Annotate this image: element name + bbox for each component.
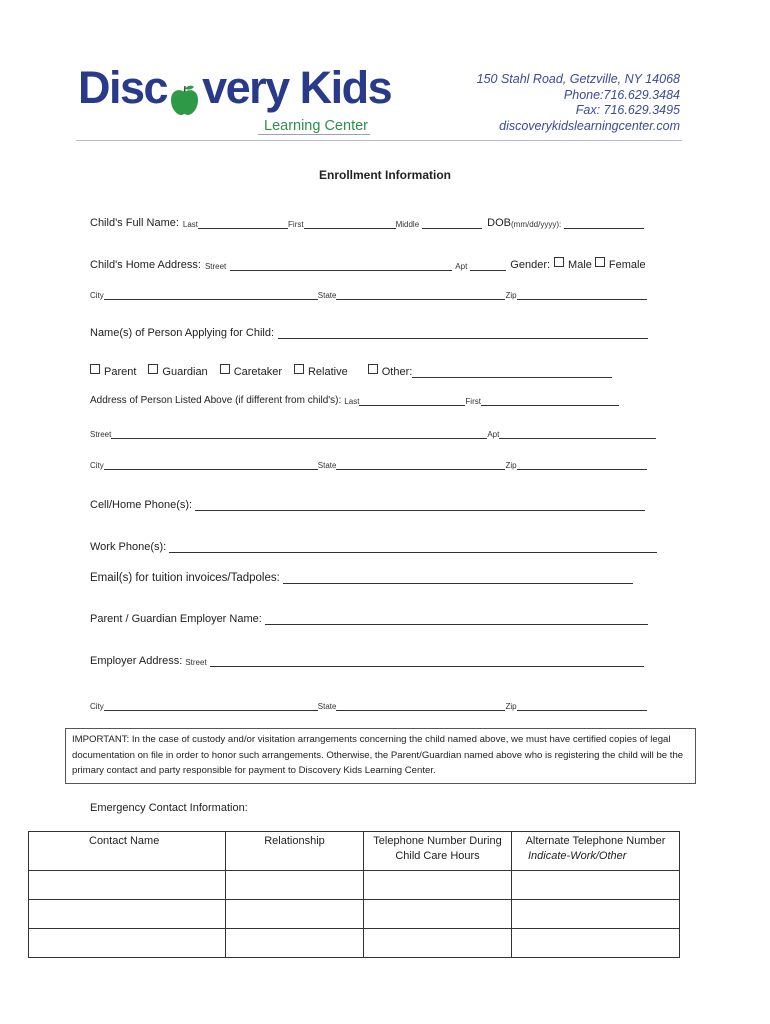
employer-zip-field[interactable]: [517, 700, 647, 711]
child-state-field[interactable]: [336, 289, 505, 300]
relationship-cell[interactable]: [226, 900, 364, 929]
table-header-row: [29, 832, 680, 871]
phone-line: Phone:716.629.3484: [563, 87, 680, 102]
applicant-last-field[interactable]: [359, 395, 465, 406]
work-phone-row: [90, 541, 657, 553]
applicant-street-row: [90, 428, 656, 439]
col-telephone: [364, 832, 512, 871]
applicant-last-label: Last: [344, 397, 360, 406]
applicant-city-label: City: [90, 461, 104, 470]
address-line: 150 Stahl Road, Getzville, NY 14068: [476, 72, 680, 86]
website-link[interactable]: discoverykidslearningcenter.com: [499, 118, 680, 133]
email-label: Email(s) for tuition invoices/Tadpoles:: [90, 572, 280, 584]
employer-city-row: [90, 700, 647, 711]
state-label: State: [317, 291, 337, 300]
first-label: First: [288, 220, 304, 229]
guardian-label: Guardian: [162, 366, 208, 378]
logo: [78, 62, 391, 114]
dob-format: (mm/dd/yyyy):: [511, 220, 562, 229]
col-contact-name: Contact Name: [29, 832, 226, 871]
employer-city-field[interactable]: [104, 700, 318, 711]
child-city-row: [90, 289, 647, 300]
col-alternate-line1: Alternate Telephone Number: [525, 835, 666, 847]
child-name-row: [90, 217, 644, 229]
cell-home-row: [90, 499, 645, 511]
other-field[interactable]: [412, 367, 612, 378]
telephone-cell[interactable]: [364, 929, 512, 958]
applicant-city-field[interactable]: [104, 459, 318, 470]
applicant-apt-label: Apt: [487, 430, 500, 439]
telephone-cell[interactable]: [364, 871, 512, 900]
applicant-state-field[interactable]: [336, 459, 505, 470]
alternate-cell[interactable]: [512, 871, 680, 900]
other-checkbox[interactable]: [368, 360, 382, 378]
female-checkbox[interactable]: [595, 253, 609, 271]
last-label: Last: [182, 220, 199, 229]
table-row: [29, 871, 680, 900]
contact-block: [477, 72, 680, 134]
female-label: Female: [608, 259, 646, 271]
work-phone-field[interactable]: [169, 542, 657, 553]
header-divider: [76, 140, 682, 141]
fax-line: Fax: 716.629.3495: [575, 103, 680, 117]
applicant-city-row: [90, 459, 647, 470]
child-address-row: [90, 253, 646, 271]
logo-subtitle: Learning Center: [264, 118, 368, 134]
other-label: Other:: [381, 366, 413, 378]
contact-name-cell[interactable]: [29, 900, 226, 929]
city-label: City: [90, 291, 104, 300]
child-street-field[interactable]: [230, 260, 452, 271]
relationship-cell[interactable]: [226, 871, 364, 900]
parent-checkbox[interactable]: [90, 360, 104, 378]
applicant-street-label: Street: [90, 430, 112, 439]
applicant-address-label: Address of Person Listed Above (if different from child's):: [90, 395, 342, 406]
email-field[interactable]: [283, 573, 633, 584]
applicant-street-field[interactable]: [111, 428, 487, 439]
col-telephone-line1: Telephone Number During: [373, 835, 502, 847]
caretaker-checkbox[interactable]: [220, 360, 234, 378]
street-label: Street: [204, 262, 227, 271]
work-phone-label: Work Phone(s):: [90, 541, 167, 553]
employer-city-label: City: [90, 702, 104, 711]
applicant-names-field[interactable]: [278, 328, 648, 339]
employer-name-field[interactable]: [265, 614, 648, 625]
child-address-label: Child's Home Address:: [90, 259, 201, 271]
child-last-name-field[interactable]: [198, 218, 288, 229]
col-alternate-line2: Indicate-Work/Other: [528, 850, 627, 862]
apt-label: Apt: [455, 262, 468, 271]
apple-icon: [168, 76, 201, 109]
relationship-row: [90, 360, 612, 378]
alternate-cell[interactable]: [512, 929, 680, 958]
applicant-zip-label: Zip: [505, 461, 517, 470]
email-row: [90, 572, 633, 584]
caretaker-label: Caretaker: [233, 366, 282, 378]
employer-zip-label: Zip: [505, 702, 517, 711]
employer-street-field[interactable]: [210, 656, 644, 667]
parent-label: Parent: [104, 366, 137, 378]
middle-label: Middle: [395, 220, 420, 229]
gender-label: Gender:: [510, 259, 551, 271]
male-label: Male: [568, 259, 592, 271]
dob-label: DOB: [487, 217, 512, 229]
cell-home-field[interactable]: [195, 500, 645, 511]
applicant-names-row: [90, 327, 648, 339]
guardian-checkbox[interactable]: [148, 360, 162, 378]
table-row: [29, 900, 680, 929]
applicant-apt-field[interactable]: [499, 428, 656, 439]
child-name-label: Child's Full Name:: [90, 217, 179, 229]
cell-home-label: Cell/Home Phone(s):: [90, 499, 193, 511]
col-relationship: Relationship: [226, 832, 364, 871]
child-first-name-field[interactable]: [304, 218, 396, 229]
emergency-contacts-table: [28, 831, 680, 958]
page-title: Enrollment Information: [319, 168, 451, 182]
alternate-cell[interactable]: [512, 900, 680, 929]
child-city-field[interactable]: [104, 289, 318, 300]
child-apt-field[interactable]: [470, 260, 506, 271]
relationship-cell[interactable]: [226, 929, 364, 958]
contact-name-cell[interactable]: [29, 871, 226, 900]
employer-name-label: Parent / Guardian Employer Name:: [90, 613, 262, 625]
applicant-address-row: [90, 395, 619, 406]
zip-label: Zip: [505, 291, 517, 300]
child-middle-name-field[interactable]: [422, 218, 482, 229]
employer-address-row: [90, 655, 644, 667]
employer-name-row: [90, 613, 648, 625]
male-checkbox[interactable]: [554, 253, 568, 271]
logo-text-left: Disc: [78, 62, 168, 113]
employer-state-field[interactable]: [336, 700, 505, 711]
contact-name-cell[interactable]: [29, 929, 226, 958]
employer-street-label: Street: [185, 658, 207, 667]
logo-text-right: very Kids: [202, 62, 392, 113]
applicant-first-field[interactable]: [481, 395, 619, 406]
applicant-state-label: State: [317, 461, 337, 470]
relative-label: Relative: [307, 366, 348, 378]
applicant-zip-field[interactable]: [517, 459, 647, 470]
col-alternate: [512, 832, 680, 871]
telephone-cell[interactable]: [364, 900, 512, 929]
applicant-first-label: First: [465, 397, 481, 406]
logo-underline: [258, 134, 370, 135]
important-notice: IMPORTANT: In the case of custody and/or visitation arrangements concerning the child named above, we must have certified copies of legal documentation on file in order to honor such arrangements. Otherwise, the Parent/Guardian named above who is registering the child will be the primary contact and party responsible for payment to Discovery Kids Learning Center.: [65, 728, 696, 784]
employer-state-label: State: [317, 702, 337, 711]
col-telephone-line2: Child Care Hours: [395, 850, 480, 862]
child-zip-field[interactable]: [517, 289, 647, 300]
emergency-title: Emergency Contact Information:: [90, 802, 248, 814]
applicant-names-label: Name(s) of Person Applying for Child:: [90, 327, 275, 339]
table-row: [29, 929, 680, 958]
relative-checkbox[interactable]: [294, 360, 308, 378]
dob-field[interactable]: [564, 218, 644, 229]
employer-address-label: Employer Address:: [90, 655, 183, 667]
